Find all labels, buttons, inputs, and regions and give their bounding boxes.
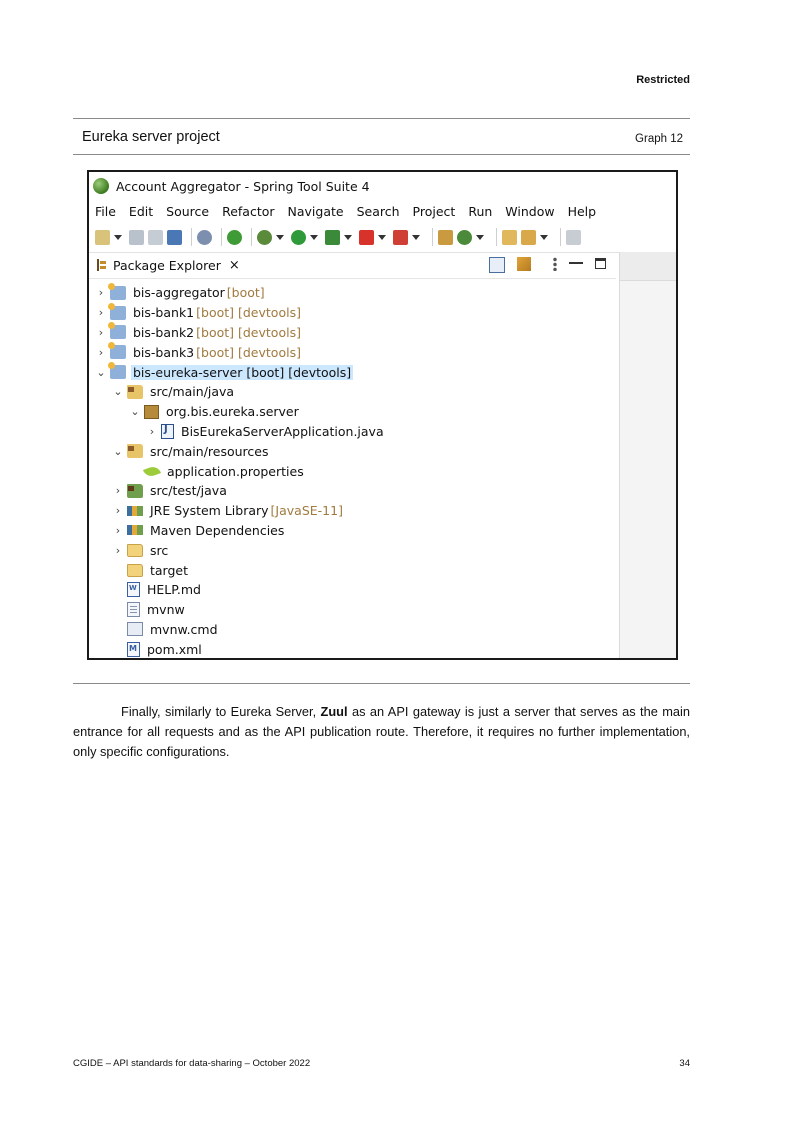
toolbar-separator [221, 228, 222, 246]
boot-dashboard-icon[interactable] [227, 230, 242, 245]
tree-item[interactable] [89, 600, 616, 620]
expanded-chevron-icon[interactable]: ⌄ [96, 365, 106, 379]
tree-item[interactable] [89, 441, 616, 461]
tree-item-label: src/test/java [150, 483, 227, 499]
tree-item-label: HELP.md [147, 582, 201, 598]
search-icon[interactable] [197, 230, 212, 245]
chevron-down-icon[interactable] [378, 235, 386, 240]
project-icon [110, 345, 126, 359]
toolbar-separator [432, 228, 433, 246]
tree-item-label: BisEurekaServerApplication.java [181, 423, 384, 439]
toolbar-separator [496, 228, 497, 246]
folder-icon [127, 564, 143, 577]
collapsed-chevron-icon[interactable]: › [149, 424, 155, 438]
tree-item[interactable] [89, 461, 616, 481]
menu-bar [89, 200, 676, 222]
tree-item-decoration: [boot] [devtools] [196, 305, 301, 321]
navigate-icon[interactable] [566, 230, 581, 245]
divider [73, 118, 690, 119]
collapsed-chevron-icon[interactable]: › [98, 306, 104, 320]
classification-label: Restricted [636, 74, 690, 86]
relaunch-icon[interactable] [393, 230, 408, 245]
run-external-icon[interactable] [325, 230, 340, 245]
folder-icon [127, 544, 143, 557]
library-icon [127, 506, 143, 516]
text-file-icon [127, 602, 140, 617]
tree-item-decoration: [JavaSE-11] [270, 503, 343, 519]
view-tab-label: Package Explorer [113, 257, 221, 273]
maven-file-icon [127, 642, 140, 657]
ide-screenshot [87, 170, 678, 660]
test-folder-icon [127, 484, 143, 498]
tree-item[interactable] [89, 580, 616, 600]
cmd-file-icon [127, 622, 143, 636]
save-icon[interactable] [129, 230, 144, 245]
tree-item[interactable] [89, 362, 616, 382]
tree-item[interactable] [89, 283, 616, 303]
tree-item-label: mvnw [147, 602, 185, 618]
run-icon[interactable] [291, 230, 306, 245]
tree-item[interactable] [89, 481, 616, 501]
collapsed-chevron-icon[interactable]: › [115, 523, 121, 537]
collapsed-chevron-icon[interactable]: › [115, 543, 121, 557]
menu-help[interactable]: Help [567, 203, 597, 219]
properties-file-icon [143, 464, 161, 478]
expanded-chevron-icon[interactable]: ⌄ [113, 385, 123, 399]
project-icon [110, 365, 126, 379]
menu-refactor[interactable]: Refactor [222, 203, 275, 219]
figure-caption-number: Graph 12 [635, 133, 683, 145]
tree-item-label: bis-aggregator [133, 285, 225, 301]
tree-item-label: Maven Dependencies [150, 522, 285, 538]
tree-item[interactable] [89, 342, 616, 362]
collapsed-chevron-icon[interactable]: › [98, 325, 104, 339]
menu-file[interactable]: File [95, 203, 116, 219]
collapsed-chevron-icon[interactable]: › [115, 504, 121, 518]
tree-item-label: pom.xml [147, 641, 202, 657]
tree-item-label: mvnw.cmd [150, 621, 218, 637]
minimize-icon[interactable] [569, 262, 583, 265]
stop-icon[interactable] [359, 230, 374, 245]
page-number: 34 [679, 1058, 690, 1069]
tree-item[interactable] [89, 402, 616, 422]
tree-item[interactable] [89, 560, 616, 580]
tree-item-label: JRE System Library [150, 503, 269, 519]
menu-project[interactable]: Project [412, 203, 456, 219]
library-icon [127, 525, 143, 535]
project-icon [110, 306, 126, 320]
close-icon[interactable]: × [228, 257, 240, 273]
chevron-down-icon[interactable] [412, 235, 420, 240]
open-type-icon[interactable] [438, 230, 453, 245]
tree-item-label: application.properties [167, 463, 304, 479]
tree-item-label: src/main/java [150, 384, 235, 400]
toolbar-separator [560, 228, 561, 246]
tree-item[interactable] [89, 303, 616, 323]
paragraph-text: as an API gateway is just a server that serves as the main entrance for all requests and as the API publication route. Therefore, it requires no further implementation, only specific configurations. [73, 704, 690, 759]
paragraph-bold-term: Zuul [320, 704, 348, 719]
side-panel [619, 252, 676, 658]
project-icon [110, 286, 126, 300]
tree-item-label: src/main/resources [150, 443, 269, 459]
menu-navigate[interactable]: Navigate [287, 203, 344, 219]
package-explorer-tab[interactable] [89, 252, 616, 279]
source-folder-icon [127, 385, 143, 399]
refresh-icon[interactable] [457, 230, 472, 245]
tree-item[interactable] [89, 323, 616, 343]
spring-logo-icon [93, 178, 109, 194]
menu-run[interactable]: Run [468, 203, 493, 219]
source-folder-icon [127, 444, 143, 458]
view-menu-icon[interactable] [543, 257, 557, 271]
chevron-down-icon[interactable] [114, 235, 122, 240]
figure-caption-title: Eureka server project [82, 129, 220, 145]
divider [73, 154, 690, 155]
main-toolbar [89, 222, 676, 253]
menu-search[interactable]: Search [356, 203, 400, 219]
new-icon[interactable] [95, 230, 110, 245]
link-with-editor-icon[interactable] [517, 257, 531, 271]
markdown-file-icon [127, 582, 140, 597]
chevron-down-icon[interactable] [310, 235, 318, 240]
project-icon [110, 325, 126, 339]
toolbar-separator [191, 228, 192, 246]
maximize-icon[interactable] [595, 258, 606, 269]
pencil-icon[interactable] [521, 230, 536, 245]
view-actions [477, 257, 606, 273]
tree-item[interactable] [89, 639, 616, 659]
tree-item-label: org.bis.eureka.server [166, 404, 299, 420]
tree-item[interactable] [89, 540, 616, 560]
tree-item-decoration: [boot] [226, 285, 265, 301]
tree-item[interactable] [89, 382, 616, 402]
tree-item[interactable] [89, 620, 616, 640]
footer-document-title: CGIDE – API standards for data-sharing – October 2022 [73, 1058, 311, 1069]
body-paragraph [73, 702, 690, 761]
expanded-chevron-icon[interactable]: ⌄ [113, 444, 123, 458]
tree-item[interactable] [89, 501, 616, 521]
tree-item-label: bis-bank2 [133, 324, 195, 340]
tree-item-label: bis-bank3 [133, 344, 195, 360]
chevron-down-icon[interactable] [540, 235, 548, 240]
window-title: Account Aggregator - Spring Tool Suite 4 [116, 178, 370, 194]
project-tree [89, 279, 616, 659]
open-folder-icon[interactable] [502, 230, 517, 245]
toolbar-separator [251, 228, 252, 246]
chevron-down-icon[interactable] [344, 235, 352, 240]
package-icon [144, 405, 159, 419]
expanded-chevron-icon[interactable]: ⌄ [130, 405, 140, 419]
save-all-icon[interactable] [148, 230, 163, 245]
chevron-down-icon[interactable] [276, 235, 284, 240]
tree-item-label: bis-eureka-server [boot] [devtools] [133, 364, 352, 380]
tree-item-decoration: [boot] [devtools] [196, 324, 301, 340]
collapsed-chevron-icon[interactable]: › [98, 345, 104, 359]
package-explorer [89, 252, 616, 658]
menu-edit[interactable]: Edit [128, 203, 154, 219]
menu-window[interactable]: Window [505, 203, 555, 219]
tree-item-label: bis-bank1 [133, 305, 195, 321]
tree-item-decoration: [boot] [devtools] [196, 344, 301, 360]
divider [73, 683, 690, 684]
tree-item[interactable] [89, 521, 616, 541]
package-explorer-icon [95, 259, 107, 271]
collapsed-chevron-icon[interactable]: › [98, 286, 104, 300]
collapse-all-icon[interactable] [489, 257, 505, 273]
paragraph-text: Finally, similarly to Eureka Server, [121, 704, 321, 719]
tree-item[interactable] [89, 422, 616, 442]
chevron-down-icon[interactable] [476, 235, 484, 240]
tree-item-label: target [150, 562, 189, 578]
debug-icon[interactable] [257, 230, 272, 245]
menu-source[interactable]: Source [166, 203, 210, 219]
window-titlebar [89, 172, 676, 200]
collapsed-chevron-icon[interactable]: › [115, 484, 121, 498]
side-panel-header [620, 252, 676, 281]
tree-item-label: src [150, 542, 169, 558]
java-file-icon [161, 424, 174, 439]
console-icon[interactable] [167, 230, 182, 245]
